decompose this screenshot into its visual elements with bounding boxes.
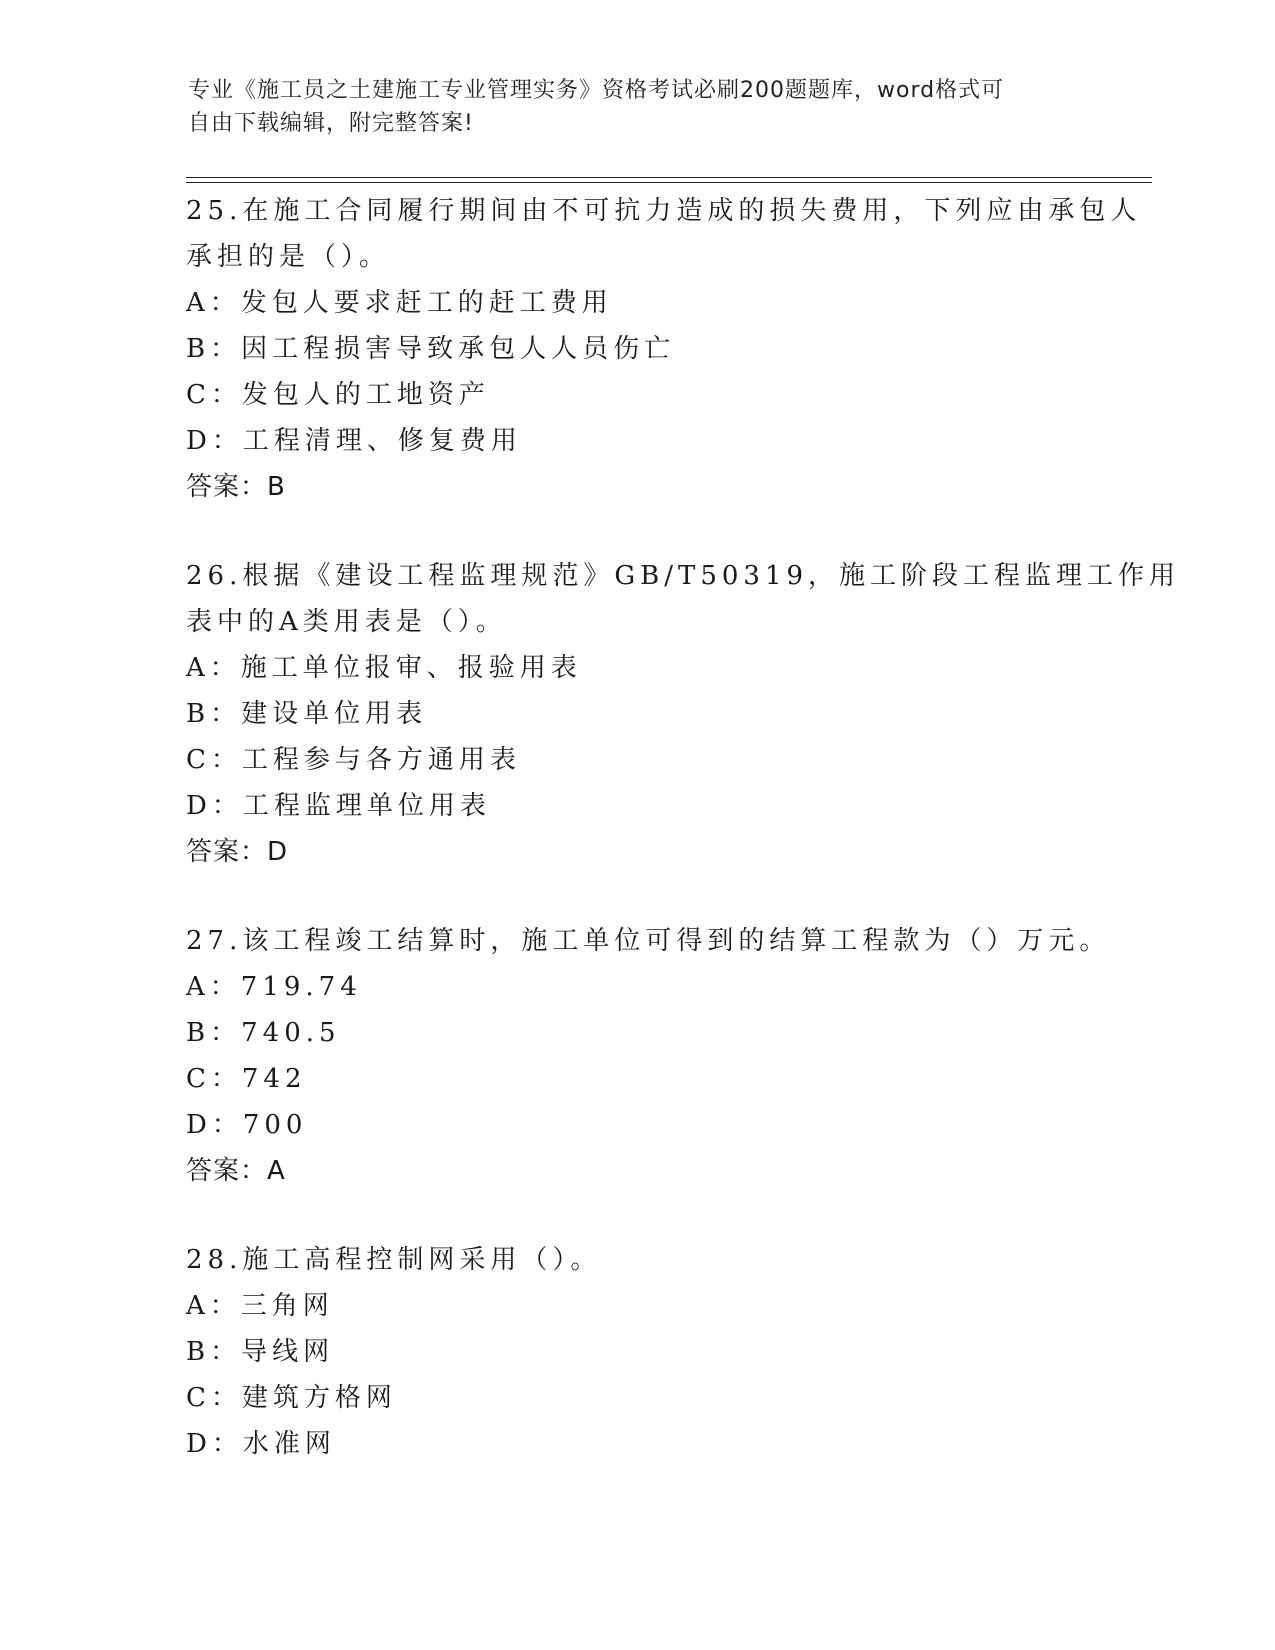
option-b: B：740.5 <box>186 1018 341 1048</box>
question-stem-line: 25.在施工合同履行期间由不可抗力造成的损失费用，下列应由承包人 <box>186 196 1142 226</box>
question-block <box>186 188 1142 510</box>
option-a: A：发包人要求赶工的赶工费用 <box>186 288 613 318</box>
option-c: C：工程参与各方通用表 <box>186 745 521 775</box>
answer-line: 答案：D <box>186 837 289 867</box>
option-d: D：工程清理、修复费用 <box>186 426 522 456</box>
header-line-1: 专业《施工员之土建施工专业管理实务》资格考试必刷200题题库，word格式可 <box>188 78 1005 103</box>
option-c: C：742 <box>186 1064 307 1094</box>
question-stem-line: 27.该工程竣工结算时，施工单位可得到的结算工程款为（）万元。 <box>186 926 1111 956</box>
header-divider-top <box>186 177 1152 178</box>
option-b: B：因工程损害导致承包人人员伤亡 <box>186 334 676 364</box>
option-d: D：700 <box>186 1110 308 1140</box>
document-header <box>188 74 1088 140</box>
header-divider-bottom <box>186 182 1152 183</box>
option-b: B：建设单位用表 <box>186 699 428 729</box>
option-b: B：导线网 <box>186 1337 335 1367</box>
option-a: A：719.74 <box>186 972 362 1002</box>
question-block <box>186 1237 1116 1467</box>
question-stem-line: 表中的A类用表是（）。 <box>186 607 507 637</box>
answer-line: 答案：B <box>186 472 286 502</box>
question-block <box>186 553 1181 875</box>
question-stem-line: 28.施工高程控制网采用（）。 <box>186 1245 602 1275</box>
option-a: A：施工单位报审、报验用表 <box>186 653 582 683</box>
option-d: D：水准网 <box>186 1429 336 1459</box>
question-stem-line: 承担的是（）。 <box>186 242 391 272</box>
answer-line: 答案：A <box>186 1156 286 1186</box>
header-line-2: 自由下载编辑，附完整答案! <box>188 111 474 136</box>
option-c: C：发包人的工地资产 <box>186 380 490 410</box>
option-a: A：三角网 <box>186 1291 334 1321</box>
question-block <box>186 918 1116 1194</box>
question-stem-line: 26.根据《建设工程监理规范》GB/T50319，施工阶段工程监理工作用 <box>186 561 1181 591</box>
option-d: D：工程监理单位用表 <box>186 791 491 821</box>
option-c: C：建筑方格网 <box>186 1383 397 1413</box>
